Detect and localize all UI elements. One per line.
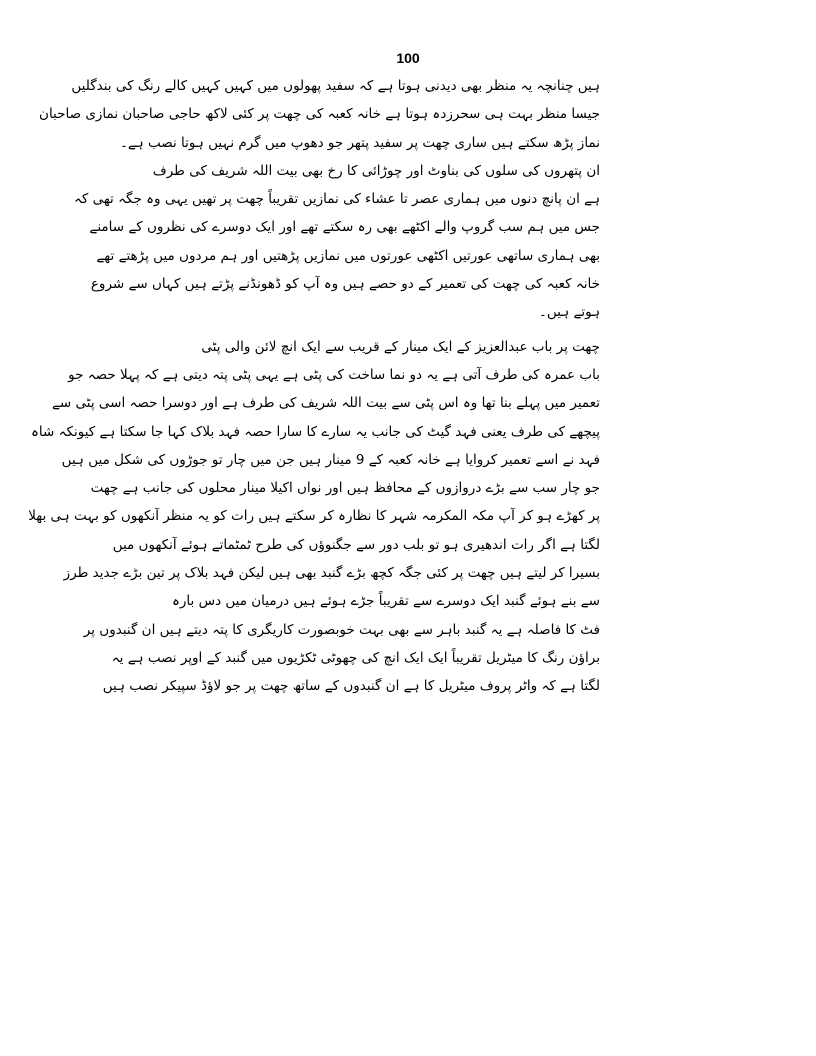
text-line: پیچھے کی طرف یعنی فہد گیٹ کی جانب یہ سارے کا سارا حصہ فہد بلاک کہا جا سکتا ہے کیونکہ شاہ bbox=[30, 423, 600, 440]
text-line: بھی ہماری ساتھی عورتیں اکٹھی عورتوں میں نمازیں پڑھتیں اور ہم مردوں میں پڑھتے تھے bbox=[96, 247, 600, 264]
body-text bbox=[28, 72, 600, 701]
text-line: تعمیر میں پہلے بنا تھا وہ اس پٹی سے بیت اللہ شریف کی طرف ہے اور دوسرا حصہ اسی پٹی سے bbox=[52, 395, 600, 412]
paragraph-1 bbox=[39, 72, 600, 157]
text-line: لگتا ہے اگر رات اندھیری ہو تو بلب دور سے جگنوؤں کی طرح ٹمٹماتے ہوئے آنکھوں میں bbox=[112, 536, 600, 553]
text-line: باب عمرہ کی طرف آتی ہے یہ دو نما ساخت کی پٹی ہے یہی پٹی پتہ دیتی ہے کہ پہلا حصہ جو bbox=[68, 366, 600, 383]
paragraph-3 bbox=[28, 333, 600, 701]
text-line: براؤن رنگ کا میٹریل تقریباً ایک ایک انچ کی چھوٹی ٹکڑیوں میں گنبد کے اوپر نصب ہے یہ bbox=[111, 649, 600, 666]
text-line: بسیرا کر لیتے ہیں چھت پر کئی جگہ کچھ بڑے گنبد بھی ہیں لیکن فہد بلاک پر تین بڑے جدید طرز bbox=[63, 565, 600, 582]
text-line: جیسا منظر بہت ہی سحرزدہ ہوتا ہے خانہ کعبہ کی چھت پر کئی لاکھ حاجی صاحبان نمازی صاحبان bbox=[39, 106, 600, 123]
text-line: پر کھڑے ہو کر آپ مکہ المکرمہ شہر کا نظارہ کر سکتے ہیں رات کو یہ منظر آنکھوں کو بہت ہی بھلا bbox=[28, 508, 600, 525]
text-line: فٹ کا فاصلہ ہے یہ گنبد باہر سے بھی بہت خوبصورت کاریگری کا پتہ دیتے ہیں ان گنبدوں پر bbox=[83, 621, 600, 638]
page-number: 100 bbox=[396, 50, 420, 66]
text-line: ہوتے ہیں۔ bbox=[538, 304, 600, 321]
text-line: سے بنے ہوئے گنبد ایک دوسرے سے تقریباً جڑے ہوئے ہیں درمیان میں دس بارہ bbox=[172, 593, 600, 610]
text-line: چھت پر باب عبدالعزیز کے ایک مینار کے قریب سے ایک انچ لائن والی پٹی bbox=[201, 338, 600, 355]
text-line: ان پتھروں کی سلوں کی بناوٹ اور چوڑائی کا رخ بھی بیت اللہ شریف کی طرف bbox=[152, 162, 600, 179]
text-line: نماز پڑھ سکتے ہیں ساری چھت پر سفید پتھر جو دھوپ میں گرم نہیں ہوتا نصب ہے۔ bbox=[119, 134, 600, 151]
text-line: لگتا ہے کہ واٹر پروف میٹریل کا ہے ان گنبدوں کے ساتھ چھت پر جو لاؤڈ سپیکر نصب ہیں bbox=[102, 678, 600, 695]
text-line: ہیں چنانچہ یہ منظر بھی دیدنی ہوتا ہے کہ سفید پھولوں میں کہیں کہیں کالے رنگ کی بندگلیں bbox=[71, 78, 600, 94]
text-line: جو چار سب سے بڑے دروازوں کے محافظ ہیں اور نواں اکیلا مینار محلوں کی جانب ہے چھت bbox=[90, 480, 600, 497]
text-line: خانہ کعبہ کی چھت کی تعمیر کے دو حصے ہیں وہ آپ کو ڈھونڈنے پڑتے ہیں کہاں سے شروع bbox=[90, 276, 600, 293]
text-line: جس میں ہم سب گروپ والے اکٹھے بھی رہ سکتے تھے اور ایک دوسرے کی نظروں کے سامنے bbox=[89, 219, 600, 236]
paragraph-2 bbox=[73, 157, 600, 327]
text-line: فہد نے اسے تعمیر کروایا ہے خانہ کعبہ کے 9 مینار ہیں جن میں چار تو جوڑوں کی شکل میں ہیں bbox=[61, 451, 600, 468]
text-line: ہے ان پانچ دنوں میں ہماری عصر تا عشاء کی نمازیں تقریباً چھت پر تھیں یہی وہ جگہ تھی کہ bbox=[73, 191, 600, 208]
